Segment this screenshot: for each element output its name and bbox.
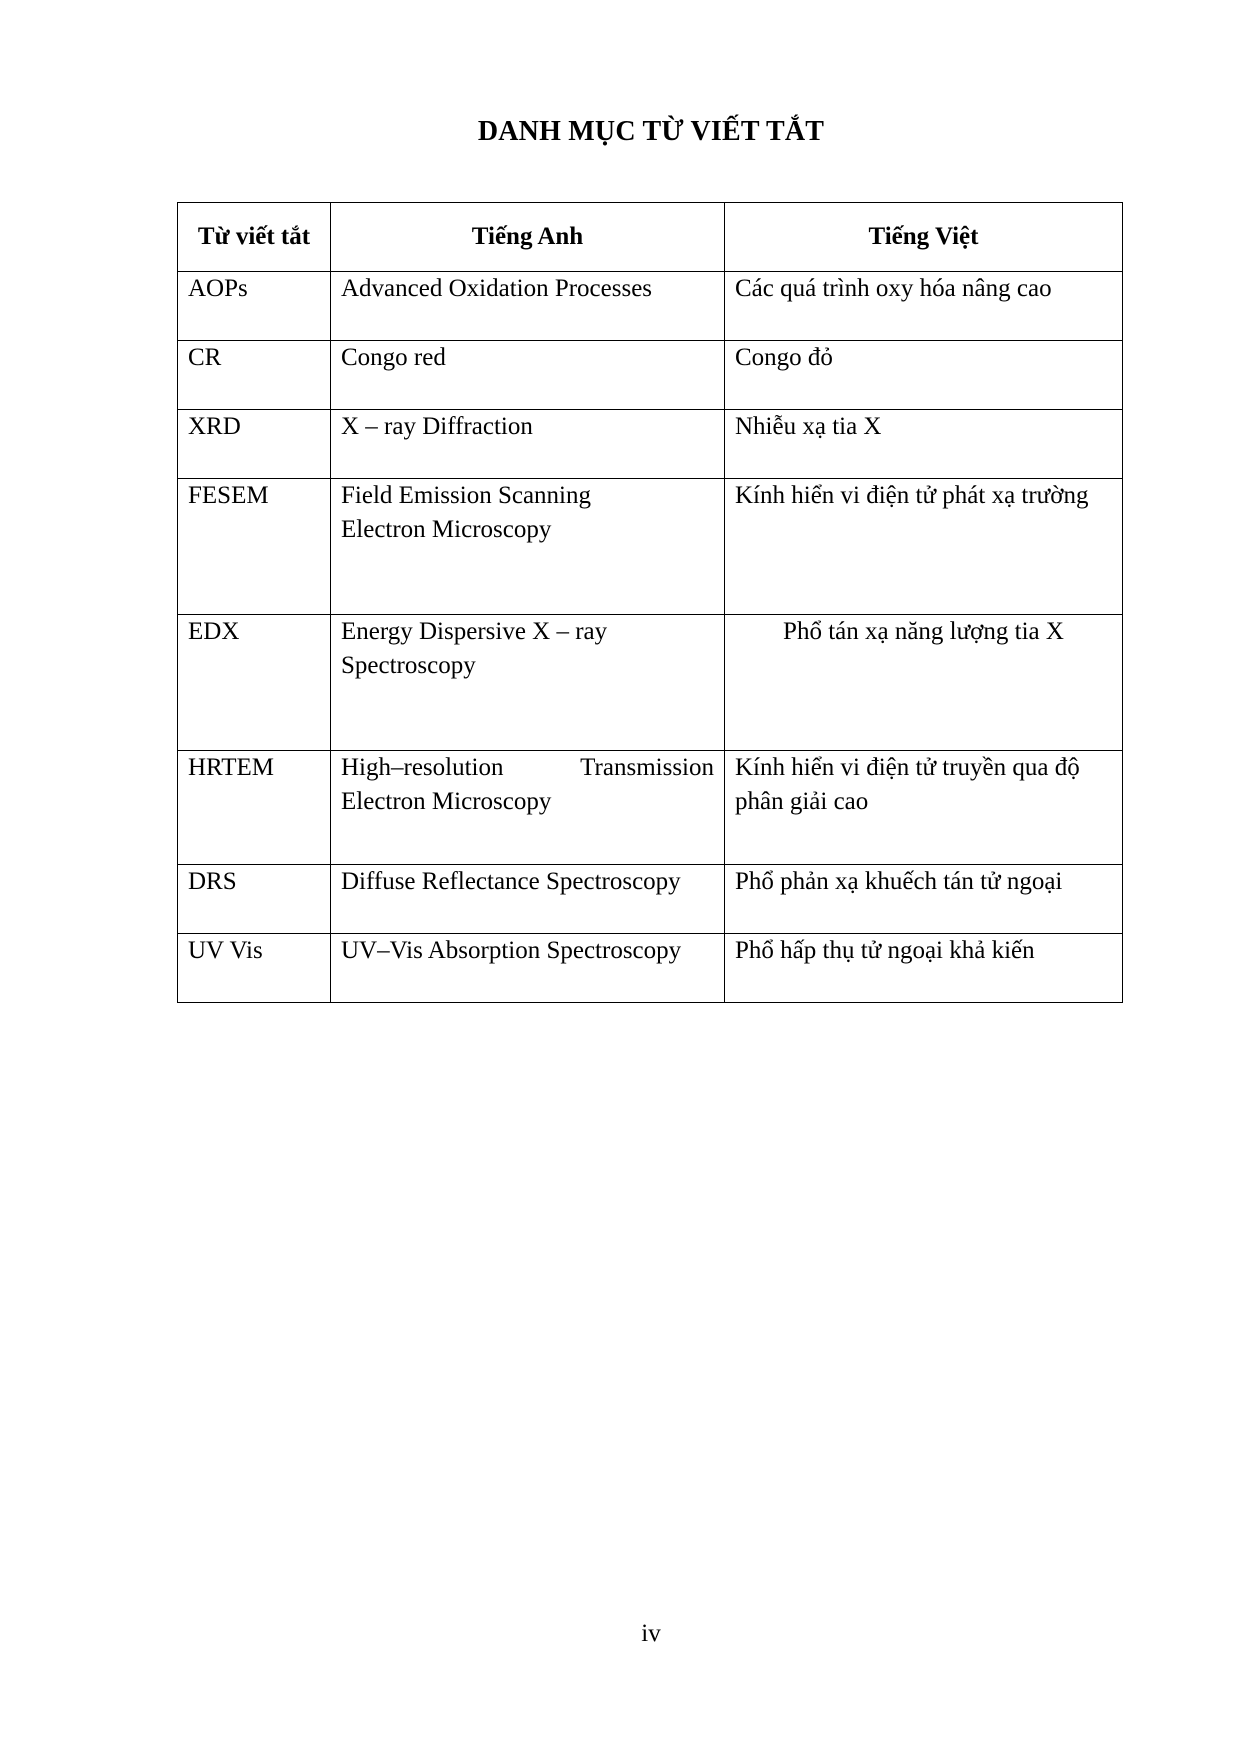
- table-row: [178, 410, 1123, 479]
- table-row: [178, 934, 1123, 1003]
- cell-english-line: Electron Microscopy: [341, 516, 552, 543]
- cell-abbreviation: EDX: [178, 615, 331, 751]
- cell-vietnamese: Phổ phản xạ khuếch tán tử ngoại: [725, 865, 1123, 934]
- table-row: [178, 751, 1123, 865]
- cell-english-word: High–resolution: [341, 754, 504, 781]
- cell-vietnamese: Phổ tán xạ năng lượng tia X: [725, 615, 1123, 751]
- cell-english-line: Energy Dispersive X – ray: [341, 618, 608, 645]
- cell-vietnamese: Phổ hấp thụ tử ngoại khả kiến: [725, 934, 1123, 1003]
- header-vietnamese: Tiếng Việt: [725, 203, 1123, 272]
- table-header-row: [178, 203, 1123, 272]
- cell-english-word: Transmission: [580, 754, 714, 781]
- cell-vietnamese-line: phân giải cao: [735, 788, 869, 815]
- abbreviation-table: [177, 202, 1123, 1003]
- cell-english: UV–Vis Absorption Spectroscopy: [331, 934, 725, 1003]
- cell-english: Diffuse Reflectance Spectroscopy: [331, 865, 725, 934]
- cell-english-line: Electron Microscopy: [341, 788, 552, 815]
- cell-vietnamese: Congo đỏ: [725, 341, 1123, 410]
- table-row: [178, 479, 1123, 615]
- cell-english: Congo red: [331, 341, 725, 410]
- cell-abbreviation: UV Vis: [178, 934, 331, 1003]
- cell-english-line: Field Emission Scanning: [341, 482, 591, 509]
- cell-english-line: [341, 751, 714, 785]
- cell-abbreviation: AOPs: [178, 272, 331, 341]
- cell-vietnamese: Các quá trình oxy hóa nâng cao: [725, 272, 1123, 341]
- cell-vietnamese: Kính hiển vi điện tử phát xạ trường: [725, 479, 1123, 615]
- cell-english: Advanced Oxidation Processes: [331, 272, 725, 341]
- page-number: iv: [641, 1620, 661, 1647]
- cell-abbreviation: DRS: [178, 865, 331, 934]
- cell-abbreviation: HRTEM: [178, 751, 331, 865]
- header-abbreviation: Từ viết tắt: [178, 203, 331, 272]
- cell-english: X – ray Diffraction: [331, 410, 725, 479]
- page-title: DANH MỤC TỪ VIẾT TẮT: [477, 116, 825, 147]
- cell-vietnamese: [725, 751, 1123, 865]
- cell-english-line: Spectroscopy: [341, 652, 476, 679]
- cell-abbreviation: XRD: [178, 410, 331, 479]
- cell-english: [331, 615, 725, 751]
- table-row: [178, 615, 1123, 751]
- cell-english: [331, 751, 725, 865]
- cell-abbreviation: CR: [178, 341, 331, 410]
- cell-vietnamese-line: Kính hiển vi điện tử truyền qua độ: [735, 754, 1080, 781]
- table-row: [178, 865, 1123, 934]
- cell-english: [331, 479, 725, 615]
- cell-vietnamese: Nhiễu xạ tia X: [725, 410, 1123, 479]
- cell-abbreviation: FESEM: [178, 479, 331, 615]
- table-row: [178, 272, 1123, 341]
- header-english: Tiếng Anh: [331, 203, 725, 272]
- table-row: [178, 341, 1123, 410]
